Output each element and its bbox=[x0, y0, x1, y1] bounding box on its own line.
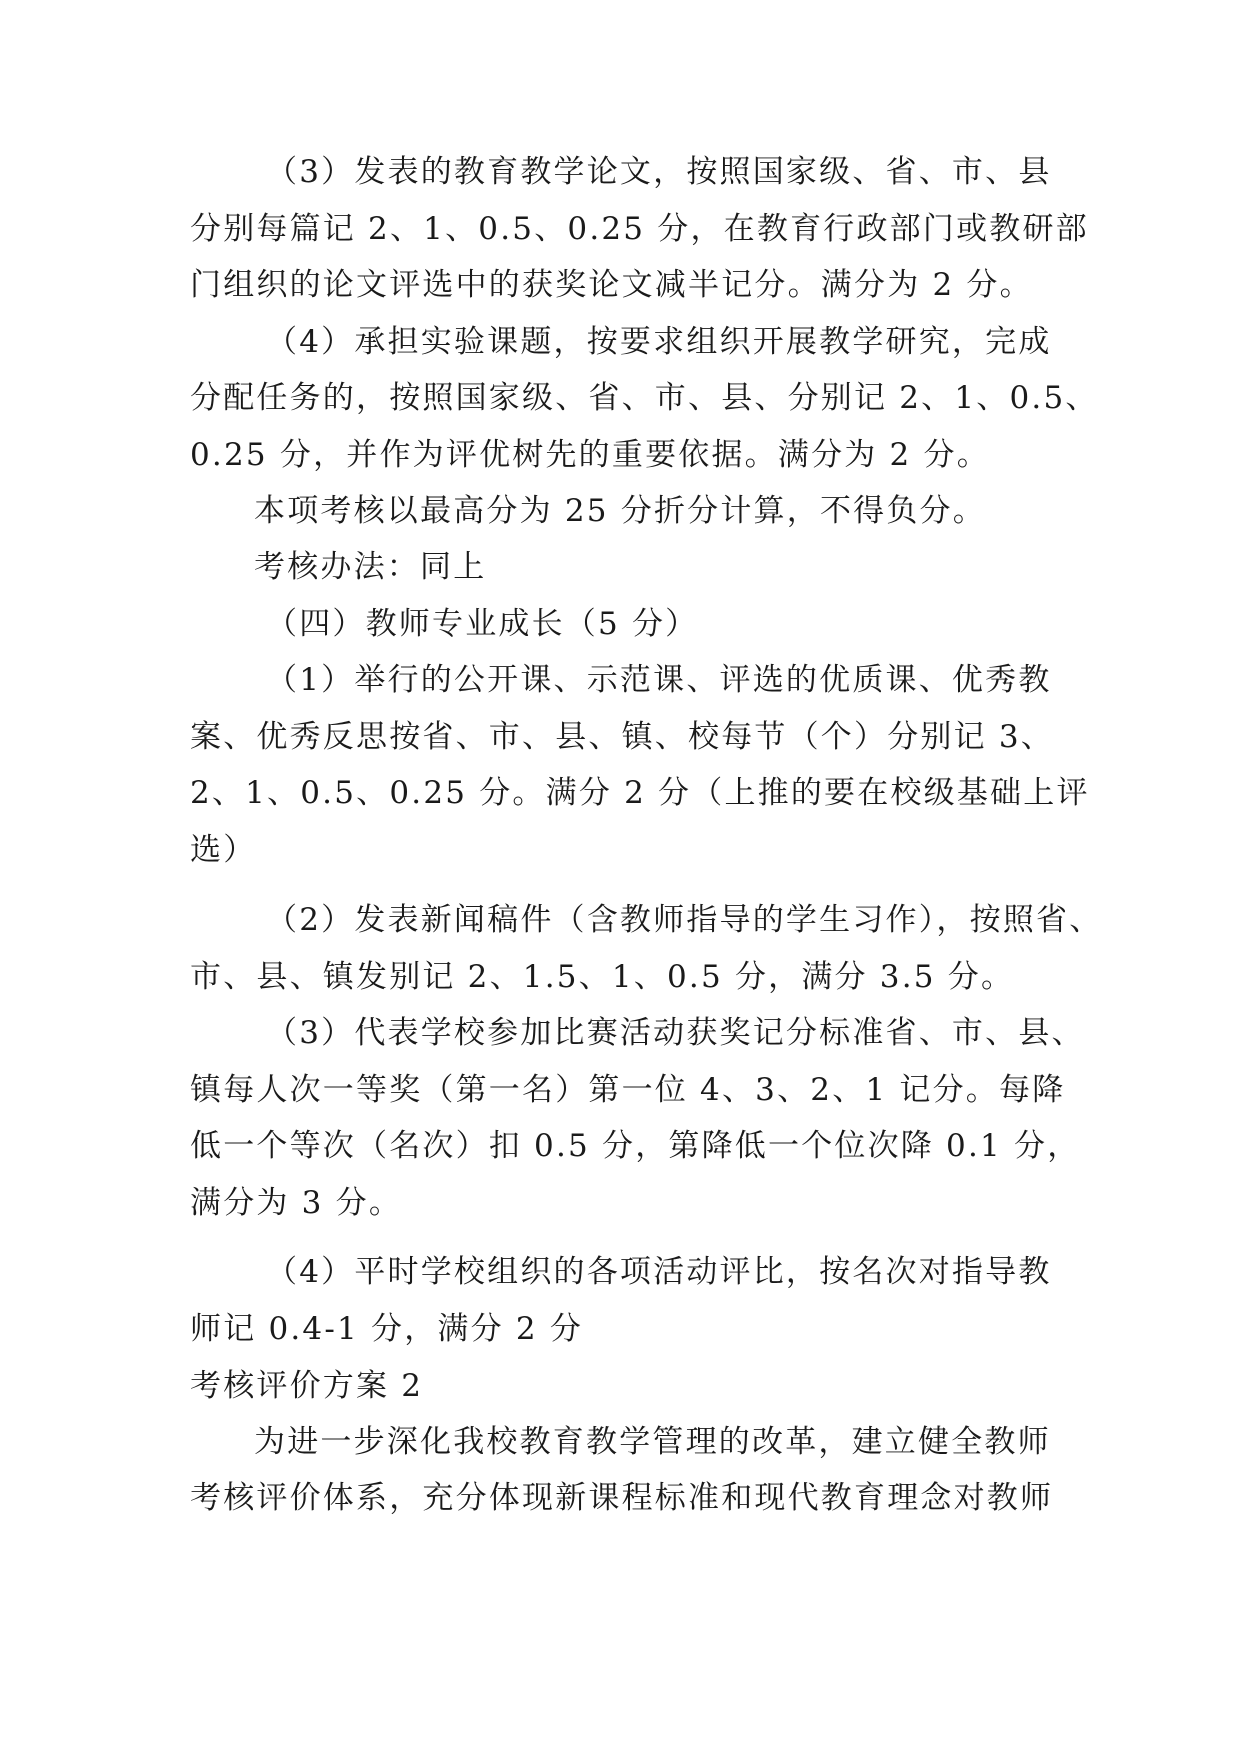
paragraph-line: 本项考核以最高分为 25 分折分计算，不得负分。 bbox=[254, 493, 986, 529]
paragraph-line: 0.25 分，并作为评优树先的重要依据。满分为 2 分。 bbox=[190, 437, 990, 473]
paragraph-line: 镇每人次一等奖（第一名）第一位 4、3、2、1 记分。每降 bbox=[190, 1072, 1066, 1108]
paragraph-line: （3）代表学校参加比赛活动获奖记分标准省、市、县、 bbox=[266, 1015, 1085, 1051]
paragraph-line: 师记 0.4-1 分，满分 2 分 bbox=[190, 1311, 584, 1347]
paragraph-line: （3）发表的教育教学论文，按照国家级、省、市、县 bbox=[266, 154, 1052, 190]
paragraph-line: 案、优秀反思按省、市、县、镇、校每节（个）分别记 3、 bbox=[190, 719, 1054, 755]
paragraph-line: 市、县、镇发别记 2、1.5、1、0.5 分，满分 3.5 分。 bbox=[190, 959, 1015, 995]
paragraph-line: （1）举行的公开课、示范课、评选的优质课、优秀教 bbox=[266, 662, 1052, 698]
paragraph-line: 2、1、0.5、0.25 分。满分 2 分（上推的要在校级基础上评 bbox=[190, 775, 1090, 811]
paragraph-line: 分别每篇记 2、1、0.5、0.25 分，在教育行政部门或教研部 bbox=[190, 211, 1089, 247]
paragraph-line: （4）承担实验课题，按要求组织开展教学研究，完成 bbox=[266, 324, 1052, 360]
paragraph-line: 满分为 3 分。 bbox=[190, 1185, 403, 1221]
paragraph-line: 考核评价体系，充分体现新课程标准和现代教育理念对教师 bbox=[190, 1480, 1054, 1516]
paragraph-line: 选） bbox=[190, 832, 257, 868]
paragraph-line: 考核办法：同上 bbox=[254, 549, 487, 585]
paragraph-line: 门组织的论文评选中的获奖论文减半记分。满分为 2 分。 bbox=[190, 267, 1033, 303]
paragraph-line: （2）发表新闻稿件（含教师指导的学生习作），按照省、 bbox=[266, 902, 1103, 938]
section-heading: （四）教师专业成长（5 分） bbox=[266, 606, 699, 642]
document-title: 考核评价方案 2 bbox=[190, 1368, 424, 1404]
paragraph-line: 为进一步深化我校教育教学管理的改革，建立健全教师 bbox=[254, 1424, 1051, 1460]
paragraph-line: （4）平时学校组织的各项活动评比，按名次对指导教 bbox=[266, 1254, 1052, 1290]
paragraph-line: 低一个等次（名次）扣 0.5 分，第降低一个位次降 0.1 分， bbox=[190, 1128, 1081, 1164]
paragraph-line: 分配任务的，按照国家级、省、市、县、分别记 2、1、0.5、 bbox=[190, 380, 1099, 416]
